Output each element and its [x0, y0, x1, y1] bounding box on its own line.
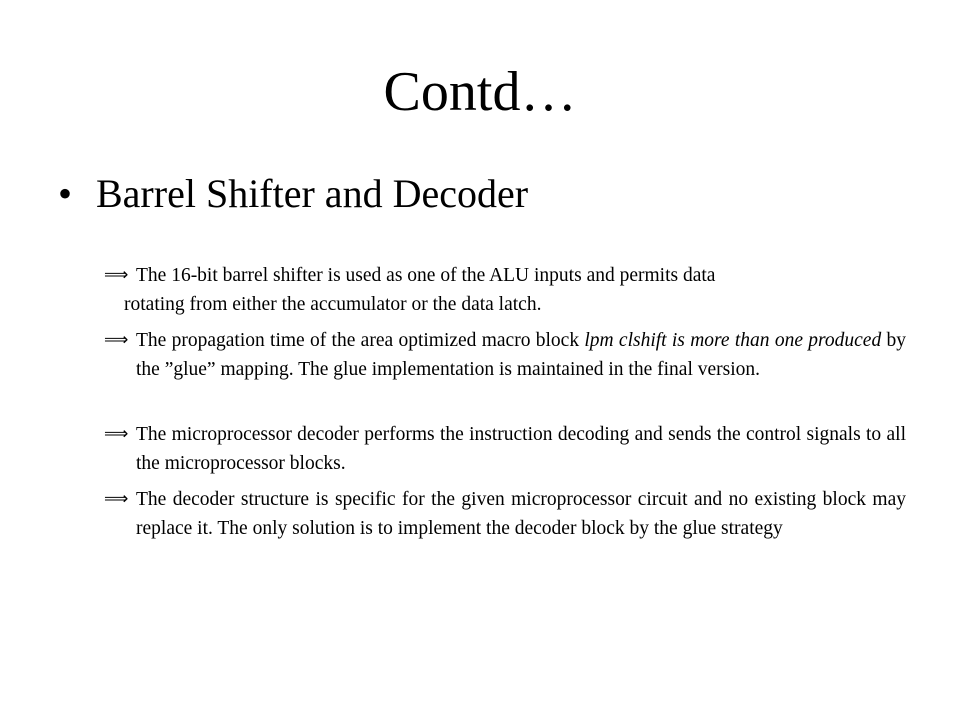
sub-point-4 — [104, 485, 906, 543]
sub-point-3 — [104, 420, 906, 478]
slide-title: Contd… — [383, 61, 577, 123]
implies-arrow-icon: ⟹ — [104, 489, 129, 509]
sub-point-2-pre: The propagation time of the area optimized macro block — [136, 330, 585, 351]
bullet-heading-row — [58, 167, 918, 221]
implies-arrow-icon: ⟹ — [104, 330, 129, 350]
bullet-dot: • — [58, 171, 73, 216]
sub-point-2-post: by the ”glue” mapping. The glue implementation is maintained in the final version. — [136, 330, 907, 380]
sub-point-1-line-2: rotating from either the accumulator or the data latch. — [124, 294, 542, 315]
sub-point-4-text: The decoder structure is specific for the given microprocessor circuit and no existing block may replace it. The only solution is to implement the decoder block by the glue strategy — [136, 489, 906, 539]
implies-arrow-icon: ⟹ — [104, 265, 129, 285]
sub-point-3-text: The microprocessor decoder performs the instruction decoding and sends the control signals to all the microprocessor blocks. — [136, 424, 906, 474]
sub-point-2 — [104, 326, 906, 384]
sub-point-1-line-1: The 16-bit barrel shifter is used as one of the ALU inputs and permits data — [136, 265, 716, 286]
sub-point-2-text — [136, 326, 906, 384]
sub-point-2-italic: lpm clshift is more than one produced — [584, 330, 882, 351]
sub-point-1 — [104, 261, 906, 290]
implies-arrow-icon: ⟹ — [104, 424, 129, 444]
bullet-heading: Barrel Shifter and Decoder — [96, 171, 529, 216]
